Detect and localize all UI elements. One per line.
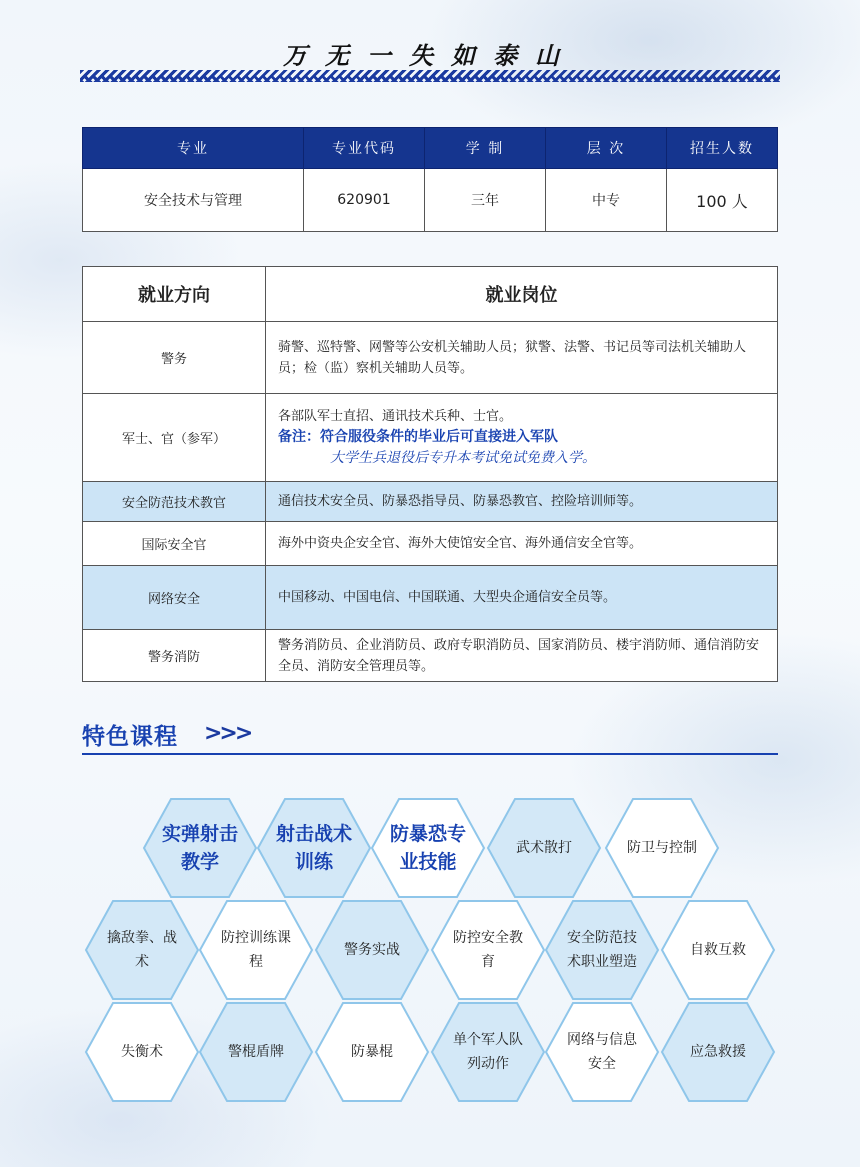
cell-level: 中专 — [546, 169, 667, 232]
course-hex — [660, 899, 776, 1001]
course-hex — [84, 899, 200, 1001]
job-positions: 中国移动、中国电信、中国联通、大型央企通信安全员等。 — [266, 566, 778, 630]
job-positions: 海外中资央企安全官、海外大使馆安全官、海外通信安全官等。 — [266, 522, 778, 566]
course-hex — [544, 899, 660, 1001]
course-label: 射击战术训练 — [275, 823, 352, 873]
cell-major: 安全技术与管理 — [83, 169, 304, 232]
course-hex — [370, 797, 486, 899]
header-positions: 就业岗位 — [266, 267, 778, 322]
course-hex — [604, 797, 720, 899]
cell-code: 620901 — [304, 169, 425, 232]
course-label: 单个军人队列动作 — [453, 1032, 523, 1072]
course-hex — [660, 1001, 776, 1103]
section-underline — [82, 753, 778, 755]
course-hex — [314, 1001, 430, 1103]
header-major: 专业 — [83, 128, 304, 169]
job-positions: 各部队军士直招、通讯技术兵种、士官。 — [278, 409, 513, 424]
header-enrollment: 招生人数 — [667, 128, 778, 169]
jobs-table-header — [83, 267, 778, 322]
course-label: 防卫与控制 — [627, 840, 697, 856]
cell-enrollment: 100 人 — [667, 169, 778, 232]
job-note-secondary: 大学生兵退役后专升本考试免试免费入学。 — [330, 450, 596, 466]
course-label: 安全防范技术职业塑造 — [567, 930, 637, 970]
course-hex — [314, 899, 430, 1001]
course-label: 防暴恐专业技能 — [389, 823, 466, 873]
course-label: 警棍盾牌 — [228, 1044, 284, 1060]
course-label: 网络与信息安全 — [567, 1032, 637, 1072]
table-row — [83, 394, 778, 482]
course-label: 武术散打 — [516, 840, 572, 856]
course-label: 实弹射击教学 — [161, 823, 238, 873]
job-direction: 警务消防 — [83, 630, 266, 682]
job-direction: 安全防范技术教官 — [83, 482, 266, 522]
job-positions: 通信技术安全员、防暴恐指导员、防暴恐教官、控险培训师等。 — [266, 482, 778, 522]
page-title: 万无一失如泰山 — [283, 41, 577, 70]
course-label: 应急救援 — [690, 1044, 746, 1060]
cell-duration: 三年 — [425, 169, 546, 232]
course-label: 防暴棍 — [351, 1044, 393, 1060]
table-row — [83, 322, 778, 394]
course-label: 警务实战 — [344, 942, 400, 958]
course-label: 失衡术 — [121, 1044, 163, 1060]
major-table-row — [83, 169, 778, 232]
chevrons-right-icon: >>> — [204, 721, 251, 746]
job-positions: 警务消防员、企业消防员、政府专职消防员、国家消防员、楼宇消防师、通信消防安全员、消防安全管理员等。 — [266, 630, 778, 682]
course-label: 防控安全教育 — [453, 930, 523, 970]
course-hex — [486, 797, 602, 899]
table-row — [83, 522, 778, 566]
job-direction: 国际安全官 — [83, 522, 266, 566]
table-row — [83, 482, 778, 522]
job-positions: 骑警、巡特警、网警等公安机关辅助人员；狱警、法警、书记员等司法机关辅助人员；检（监）察机关辅助人员等。 — [266, 322, 778, 394]
course-label: 自救互救 — [690, 942, 746, 958]
course-hex — [430, 899, 546, 1001]
header-code: 专业代码 — [304, 128, 425, 169]
table-row — [83, 566, 778, 630]
jobs-table — [82, 266, 778, 682]
job-direction: 军士、官（参军） — [83, 394, 266, 482]
course-hex — [544, 1001, 660, 1103]
table-row — [83, 630, 778, 682]
job-direction: 警务 — [83, 322, 266, 394]
major-table — [82, 127, 778, 232]
course-hex — [430, 1001, 546, 1103]
header-direction: 就业方向 — [83, 267, 266, 322]
major-table-header — [83, 128, 778, 169]
job-positions-cell — [266, 394, 778, 482]
job-note: 备注：符合服役条件的毕业后可直接进入军队 — [278, 429, 558, 445]
course-hex — [198, 1001, 314, 1103]
section-heading: 特色课程 — [82, 724, 178, 750]
job-direction: 网络安全 — [83, 566, 266, 630]
chevron-divider — [80, 70, 780, 82]
header-level: 层 次 — [546, 128, 667, 169]
course-hex — [84, 1001, 200, 1103]
course-hex — [198, 899, 314, 1001]
header-duration: 学 制 — [425, 128, 546, 169]
course-hex — [142, 797, 258, 899]
course-hex — [256, 797, 372, 899]
course-label: 擒敌拳、战术 — [107, 930, 177, 970]
course-label: 防控训练课程 — [221, 930, 291, 970]
